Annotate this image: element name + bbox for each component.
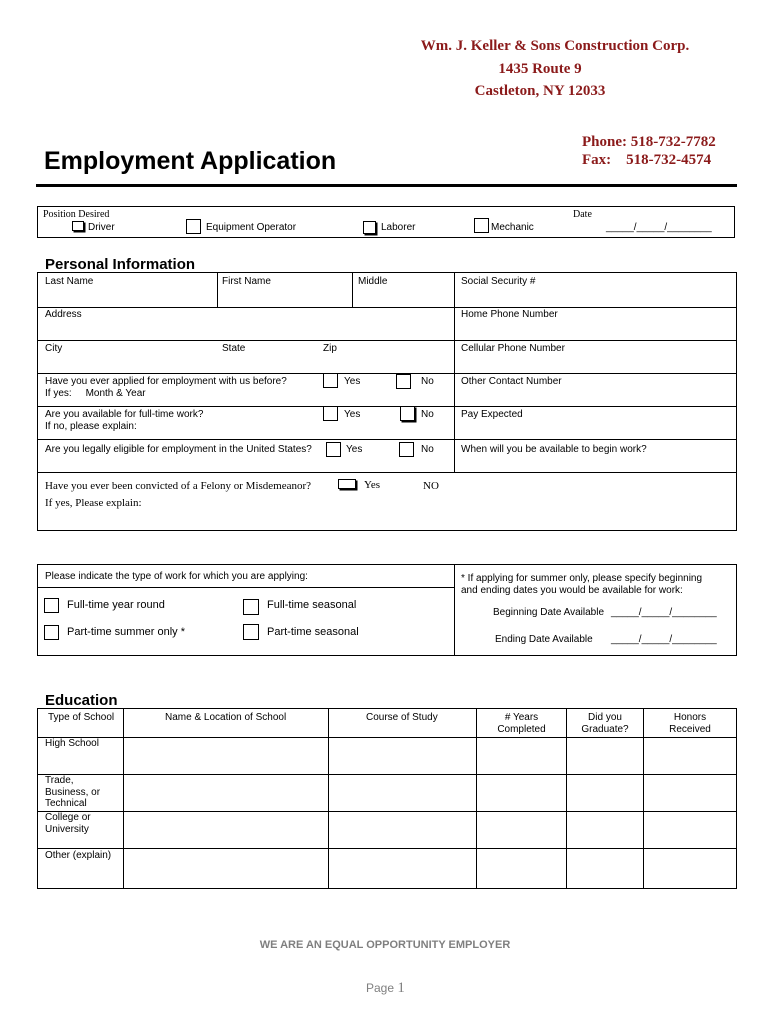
equipment-operator-label: Equipment Operator [206,222,297,233]
eligible-yes-label: Yes [346,444,363,455]
home-phone-label: Home Phone Number [461,309,558,320]
row-trade-business-technical: Trade, Business, or Technical [45,775,101,809]
divider [38,737,736,738]
felony-yes-label: Yes [364,479,381,491]
felony-explain-label: If yes, Please explain: [45,497,142,509]
divider [38,373,736,374]
personal-info-box [37,272,737,531]
eligible-yes-checkbox[interactable] [326,442,341,457]
state-label: State [222,343,246,354]
driver-label: Driver [88,222,115,233]
header-honors-received: Honors Received [669,712,711,735]
full-time-no-checkbox[interactable] [400,406,415,421]
full-time-if-no: If no, please explain: [45,421,137,432]
company-street: 1435 Route 9 [498,61,582,77]
city-label: City [45,343,63,354]
divider [328,709,329,888]
summer-note-line2: and ending dates you would be available for work: [461,585,683,596]
equipment-operator-checkbox[interactable] [186,219,201,234]
other-contact-label: Other Contact Number [461,376,562,387]
divider [38,774,736,775]
pay-expected-label: Pay Expected [461,409,523,420]
address-label: Address [45,309,82,320]
part-seasonal-checkbox[interactable] [243,624,259,640]
date-label: Date [573,209,592,220]
applied-yes-label: Yes [344,376,361,387]
full-time-yes-label: Yes [344,409,361,420]
header-type-of-school: Type of School [48,712,115,723]
row-other-explain: Other (explain) [45,850,112,861]
row-college-university: College or University [45,812,91,835]
eligible-question: Are you legally eligible for employment in the United States? [45,444,312,455]
divider [38,811,736,812]
page-indicator [366,980,405,997]
applied-yes-checkbox[interactable] [323,373,338,388]
zip-label: Zip [323,343,337,354]
beginning-date-label: Beginning Date Available [493,607,605,618]
equal-opportunity-statement: WE ARE AN EQUAL OPPORTUNITY EMPLOYER [259,939,511,951]
education-title: Education [45,692,118,709]
full-seasonal-label: Full-time seasonal [267,599,357,611]
divider [217,273,218,307]
company-phone: Phone: 518-732-7782 [582,134,716,150]
divider [38,406,736,407]
laborer-label: Laborer [381,222,416,233]
divider [123,709,124,888]
full-seasonal-checkbox[interactable] [243,599,259,615]
personal-info-title: Personal Information [45,256,196,273]
divider [38,587,455,588]
page-label: Page [366,981,395,995]
first-name-label: First Name [222,276,271,287]
eligible-no-checkbox[interactable] [399,442,414,457]
applied-no-label: No [421,376,434,387]
full-time-question: Are you available for full-time work? [45,409,204,420]
cell-phone-label: Cellular Phone Number [461,343,565,354]
applied-no-checkbox[interactable] [396,374,411,389]
beginning-date-field[interactable]: _____/_____/________ [611,607,717,618]
full-year-checkbox[interactable] [44,598,59,613]
date-field[interactable]: _____/_____/________ [606,222,712,233]
full-time-yes-checkbox[interactable] [323,406,338,421]
summer-note-line1: * If applying for summer only, please specify beginning [461,573,703,584]
mechanic-label: Mechanic [491,222,534,233]
divider [352,273,353,307]
page-number: 1 [397,980,405,996]
position-desired-label: Position Desired [43,209,110,220]
applied-before-if-yes: If yes: Month & Year [45,388,146,399]
work-type-prompt: Please indicate the type of work for which you are applying: [45,571,308,582]
divider [38,340,736,341]
driver-checkbox[interactable] [72,221,84,231]
title-rule [36,184,737,187]
laborer-checkbox[interactable] [363,221,376,234]
header-years-completed: # Years Completed [497,712,546,735]
part-seasonal-label: Part-time seasonal [267,626,359,638]
ssn-label: Social Security # [461,276,536,287]
row-high-school: High School [45,738,99,749]
ending-date-field[interactable]: _____/_____/________ [611,634,717,645]
felony-question: Have you ever been convicted of a Felony or Misdemeanor? [45,480,312,492]
part-summer-label: Part-time summer only * [67,626,185,638]
available-begin-label: When will you be available to begin work? [461,444,647,455]
company-fax: Fax: 518-732-4574 [582,152,712,168]
divider [38,307,736,308]
ending-date-label: Ending Date Available [495,634,593,645]
applied-before-question: Have you ever applied for employment with us before? [45,376,287,387]
full-time-no-label: No [421,409,434,420]
divider [454,273,455,472]
divider [38,439,736,440]
divider [38,848,736,849]
full-year-label: Full-time year round [67,599,165,611]
form-title: Employment Application [44,147,337,175]
header-course-of-study: Course of Study [366,712,438,723]
divider [454,565,455,655]
header-did-you-graduate: Did you Graduate? [581,712,629,735]
divider [38,472,736,473]
mechanic-checkbox[interactable] [474,218,489,233]
part-summer-checkbox[interactable] [44,625,59,640]
company-name: Wm. J. Keller & Sons Construction Corp. [420,38,690,54]
eligible-no-label: No [421,444,434,455]
last-name-label: Last Name [45,276,94,287]
felony-no-label: NO [423,480,439,492]
header-name-location: Name & Location of School [165,712,287,723]
company-city: Castleton, NY 12033 [474,83,606,99]
felony-yes-checkbox[interactable] [338,479,356,489]
middle-label: Middle [358,276,388,287]
